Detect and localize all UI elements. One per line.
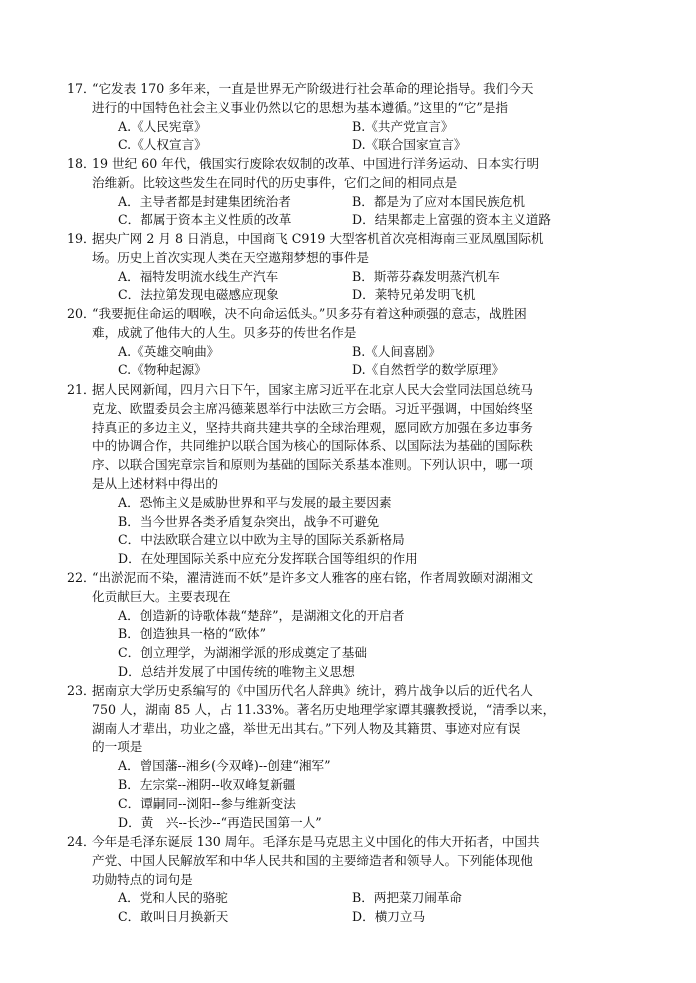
question-number: 19．: [67, 231, 96, 246]
option-d[interactable]: D．黄 兴--长沙--“再造民国第一人”: [118, 814, 322, 830]
option-a[interactable]: A．福特发明流水线生产汽车: [118, 268, 279, 284]
option-d[interactable]: D．横刀立马: [352, 909, 426, 925]
question-stem-line: 序、以联合国宪章宗旨和原则为基础的国际关系基本准则。下列认识中，哪一项: [92, 457, 533, 473]
option-a[interactable]: A．党和人民的骆驼: [118, 890, 228, 906]
options-row: [92, 136, 612, 155]
question-stem-line: 产党、中国人民解放军和中华人民共和国的主要缔造者和领导人。下列能体现他: [92, 852, 533, 868]
question-stem-line: 据南京大学历史系编写的《中国历代名人辞典》统计，鸦片战争以后的近代名人: [92, 683, 533, 698]
question-stem-line: 今年是毛泽东诞辰 130 周年。毛泽东是马克思主义中国化的伟大开拓者，中国共: [92, 834, 540, 849]
question-24: [67, 833, 612, 927]
option-b[interactable]: B．左宗棠--湘阴--收双峰复新疆: [118, 776, 296, 792]
option-c[interactable]: C.《人权宣言》: [118, 137, 207, 153]
question-stem-line: 化贡献巨大。主要表现在: [92, 588, 231, 604]
option-d[interactable]: D．莱特兄弟发明飞机: [352, 287, 476, 303]
question-stem-line: 进行的中国特色社会主义事业仍然以它的思想为基本遵循。”这里的“它”是指: [92, 99, 509, 115]
options-row: [92, 286, 612, 305]
question-number: 20．: [67, 306, 96, 321]
options-row: [92, 193, 612, 212]
question-number: 18．: [67, 156, 96, 171]
question-stem-line: 中的协调合作，共同维护以联合国为核心的国际体系、以国际法为基础的国际秩: [92, 438, 533, 454]
question-stem-line: 持真正的多边主义，坚持共商共建共享的全球治理观，愿同欧方加强在多边事务: [92, 419, 533, 435]
question-number: 23．: [67, 683, 96, 698]
options-row: [92, 118, 612, 137]
option-a[interactable]: A.《人民宪章》: [118, 118, 207, 134]
options-row: [92, 908, 612, 927]
option-d[interactable]: D．总结并发展了中国传统的唯物主义思想: [118, 663, 355, 679]
option-a[interactable]: A.《英雄交响曲》: [118, 343, 220, 359]
question-stem-line: 难，成就了他伟大的人生。贝多芬的传世名作是: [92, 324, 357, 340]
question-stem-line: 据央广网 2 月 8 日消息，中国商飞 C919 大型客机首次亮相海南三亚凤凰国际机: [92, 231, 544, 246]
question-number: 17．: [67, 81, 96, 96]
option-d[interactable]: D.《联合国家宣言》: [352, 137, 467, 153]
options-row: [92, 211, 612, 230]
question-17: [67, 80, 612, 155]
options-row: [92, 361, 612, 380]
options-row: [92, 268, 612, 287]
option-d[interactable]: D.《自然哲学的数学原理》: [352, 362, 505, 378]
question-stem-line: “我要扼住命运的咽喉，决不向命运低头。”贝多芬有着这种顽强的意志，战胜困: [92, 306, 527, 321]
option-c[interactable]: C.《物种起源》: [118, 362, 207, 378]
option-a[interactable]: A．曾国藩--湘乡(今双峰)--创建“湘军”: [118, 758, 331, 774]
option-b[interactable]: B．创造独具一格的“欧体”: [118, 626, 267, 642]
question-18: [67, 155, 612, 230]
question-stem-line: 的一项是: [92, 739, 143, 755]
question-stem-line: 750 人，湖南 85 人，占 11.33%。著名历史地理学家谭其骧教授说，“清季以来，: [92, 701, 556, 717]
option-b[interactable]: B．斯蒂芬森发明蒸汽机车: [352, 268, 500, 284]
question-23: [67, 682, 612, 832]
option-c[interactable]: C．中法欧联合建立以中欧为主导的国际关系新格局: [118, 532, 405, 548]
options-row: [92, 889, 612, 908]
question-stem-line: 克龙、欧盟委员会主席冯德莱恩举行中法欧三方会晤。习近平强调，中国始终坚: [92, 400, 533, 416]
question-stem-line: 是从上述材料中得出的: [92, 475, 218, 491]
options-row: [92, 343, 612, 362]
option-c[interactable]: C．创立理学，为湖湘学派的形成奠定了基础: [118, 645, 367, 661]
question-22: [67, 569, 612, 682]
option-a[interactable]: A．创造新的诗歌体裁“楚辞”，是湖湘文化的开启者: [118, 607, 405, 623]
question-stem-line: 场。历史上首次实现人类在天空遨翔梦想的事件是: [92, 249, 370, 265]
question-stem-line: “出淤泥而不染，濯清涟而不妖”是许多文人雅客的座右铭，作者周敦颐对湖湘文: [92, 570, 534, 585]
question-stem-line: 湖南人才辈出，功业之盛，举世无出其右。”下列人物及其籍贯、事迹对应有误: [92, 720, 521, 736]
option-a[interactable]: A．恐怖主义是威胁世界和平与发展的最主要因素: [118, 494, 392, 510]
question-stem-line: 治维新。比较这些发生在同时代的历史事件，它们之间的相同点是: [92, 174, 458, 190]
option-b[interactable]: B.《人间喜剧》: [352, 343, 441, 359]
question-stem-line: 据人民网新闻，四月六日下午，国家主席习近平在北京人民大会堂同法国总统马: [92, 382, 533, 397]
option-a[interactable]: A．主导者都是封建集团统治者: [118, 193, 291, 209]
option-c[interactable]: C．谭嗣同--浏阳--参与维新变法: [118, 795, 296, 811]
question-number: 22．: [67, 570, 96, 585]
option-b[interactable]: B．都是为了应对本国民族危机: [352, 193, 525, 209]
question-stem-line: 功勋特点的词句是: [92, 871, 193, 887]
option-b[interactable]: B．两把菜刀闹革命: [352, 890, 463, 906]
option-b[interactable]: B．当今世界各类矛盾复杂突出，战争不可避免: [118, 513, 380, 529]
option-c[interactable]: C．法拉第发现电磁感应现象: [118, 287, 279, 303]
question-21: [67, 381, 612, 569]
question-number: 21．: [67, 382, 96, 397]
question-20: [67, 305, 612, 380]
question-number: 24．: [67, 834, 96, 849]
option-c[interactable]: C．都属于资本主义性质的改革: [118, 212, 292, 228]
question-19: [67, 230, 612, 305]
question-stem-line: “它发表 170 多年来，一直是世界无产阶级进行社会革命的理论指导。我们今天: [92, 81, 534, 96]
option-c[interactable]: C．敢叫日月换新天: [118, 909, 229, 925]
option-d[interactable]: D．结果都走上富强的资本主义道路: [352, 212, 552, 228]
option-d[interactable]: D．在处理国际关系中应充分发挥联合国等组织的作用: [118, 551, 418, 567]
question-stem-line: 19 世纪 60 年代，俄国实行废除农奴制的改革、中国进行洋务运动、日本实行明: [92, 156, 540, 171]
option-b[interactable]: B.《共产党宣言》: [352, 118, 454, 134]
